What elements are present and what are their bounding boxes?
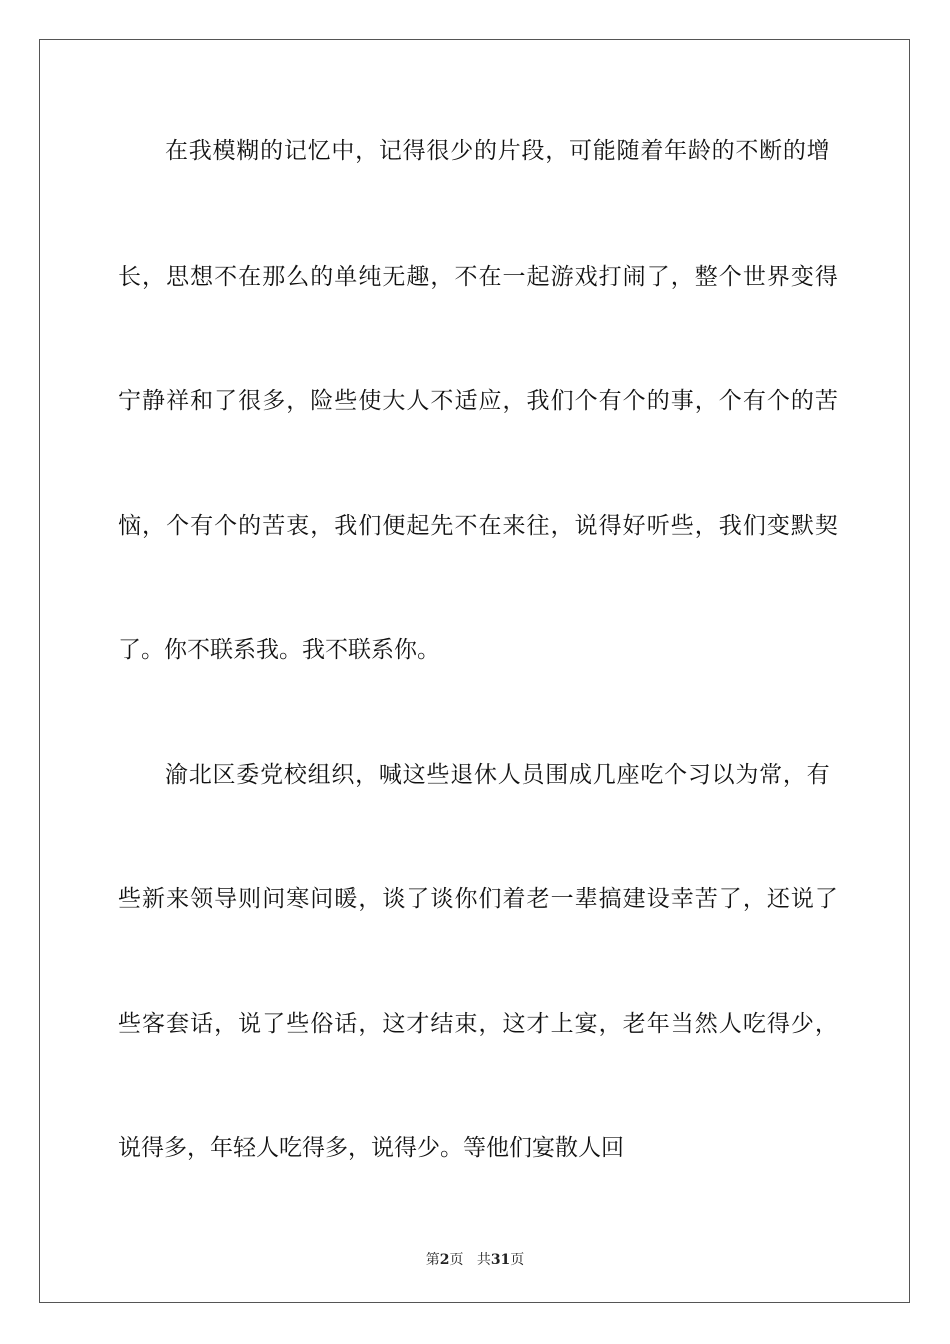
paragraph-line: 恼 ， 个 有 个 的 苦 衷 ， 我 们 便 起 先 不 在 来 往 ， 说 得 好 听 些 ， 我 们 变 默 契 (118, 513, 838, 539)
total-suffix: 页 (510, 1252, 525, 1268)
page-suffix: 页 (449, 1252, 464, 1268)
paragraph-line: 渝 北 区 委 党 校 组 织 ， 喊 这 些 退 休 人 员 围 成 几 座 吃 个 习 以 为 常 ， 有 (165, 762, 830, 788)
page-border (39, 39, 910, 1303)
paragraph-line: 些 新 来 领 导 则 问 寒 问 暖 ， 谈 了 谈 你 们 着 老 一 辈 搞 建 设 幸 苦 了 ， 还 说 了 (118, 886, 838, 912)
paragraph-line: 长 ， 思 想 不 在 那 么 的 单 纯 无 趣 ， 不 在 一 起 游 戏 打 闹 了 ， 整 个 世 界 变 得 (118, 264, 838, 290)
paragraph-line: 宁 静 祥 和 了 很 多 ， 险 些 使 大 人 不 适 应 ， 我 们 个 有 个 的 事 ， 个 有 个 的 苦 (118, 388, 838, 414)
paragraph-line: 说得多，年轻人吃得多，说得少。等他们宴散人回 (118, 1135, 624, 1161)
total-prefix: 共 (476, 1252, 491, 1268)
total-pages: 31 (490, 1252, 511, 1268)
page-number: 2 (439, 1252, 450, 1268)
paragraph-line: 在 我 模 糊 的 记 忆 中 ， 记 得 很 少 的 片 段 ， 可 能 随 着 年 龄 的 不 断 的 增 (165, 138, 830, 164)
paragraph-line: 些 客 套 话 ， 说 了 些 俗 话 ， 这 才 结 束 ， 这 才 上 宴 ， 老 年 当 然 人 吃 得 少 ， (118, 1011, 838, 1037)
page-footer (0, 1249, 950, 1269)
page-prefix: 第 (425, 1252, 440, 1268)
paragraph-line: 了。你不联系我。我不联系你。 (118, 637, 440, 663)
